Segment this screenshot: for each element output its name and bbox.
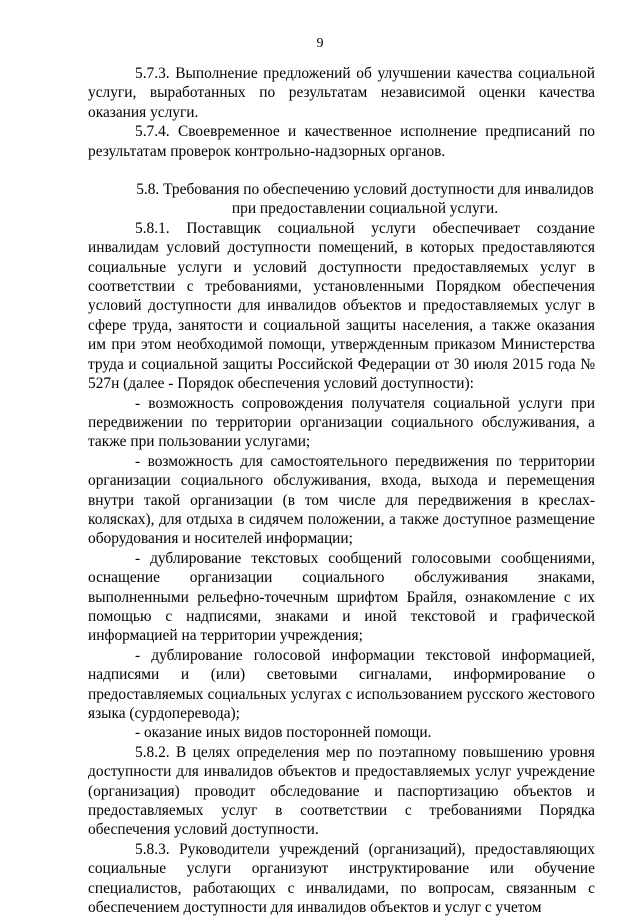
section-heading: [88, 180, 595, 219]
list-item-escort: - возможность сопровождения получателя социальной услуги при передвижении по территории организации социального обслуживания, а также при пользовании услугами;: [88, 394, 595, 451]
list-item-text-duplication: - дублирование текстовых сообщений голосовыми сообщениями, оснащение организации социального обслуживания знаками, выполненными рельефно-точечным шрифтом Брайля, ознакомление с их помощью с надписями, знаками и иной текстовой и графической информацией на территории учреждения;: [88, 549, 595, 645]
paragraph-5-8-2: 5.8.2. В целях определения мер по поэтапному повышению уровня доступности для инвалидов объектов и предоставляемых услуг учреждение (организация) проводит обследование и паспортизацию объектов и предоставляемых услуг в соответствии с требованиями Порядка обеспечения условий доступности.: [88, 743, 595, 839]
paragraph-5-8-1: 5.8.1. Поставщик социальной услуги обеспечивает создание инвалидам условий доступности помещений, в которых предоставляются социальные услуги и условий доступности предоставляемых услуг в соответствии с требованиями, установленными Порядком обеспечения условий доступности для инвалидов объектов и предоставляемых услуг в сфере труда, занятости и социальной защиты населения, а также оказания им при этом необходимой помощи, утвержденным приказом Министерства труда и социальной защиты Российской Федерации от 30 июля 2015 года № 527н (далее - Порядок обеспечения условий доступности):: [88, 219, 595, 393]
list-item-voice-duplication: - дублирование голосовой информации текстовой информацией, надписями и (или) световыми сигналами, информирование о предоставляемых социальных услугах с использованием русского жестового языка (сурдоперевода);: [88, 646, 595, 722]
paragraph-5-7-4: 5.7.4. Своевременное и качественное исполнение предписаний по результатам проверок контрольно-надзорных органов.: [88, 123, 595, 160]
paragraph-5-8-3: 5.8.3. Руководители учреждений (организаций), предоставляющих социальные услуги организуют инструктирование или обучение специалистов, работающих с инвалидами, по вопросам, связанным с обеспечением доступности для инвалидов объектов и услуг с учетом: [88, 840, 595, 917]
list-item-movement: - возможность для самостоятельного передвижения по территории организации социального обслуживания, входа, выхода и перемещения внутри такой организации (в том числе для передвижения в креслах-колясках), для отдыха в сидячем положении, а также доступное размещение оборудования и носителей информации;: [88, 452, 595, 548]
paragraph-5-7-3: 5.7.3. Выполнение предложений об улучшении качества социальной услуги, выработанных по результатам независимой оценки качества оказания услуги.: [88, 65, 595, 121]
page-number: 9: [316, 36, 324, 51]
section-heading-line-2: при предоставлении социальной услуги.: [231, 200, 499, 218]
list-item-other-help: - оказание иных видов посторонней помощи.: [135, 724, 432, 742]
section-heading-line-1: 5.8. Требования по обеспечению условий доступности для инвалидов: [136, 181, 594, 199]
document-body: [88, 64, 595, 917]
